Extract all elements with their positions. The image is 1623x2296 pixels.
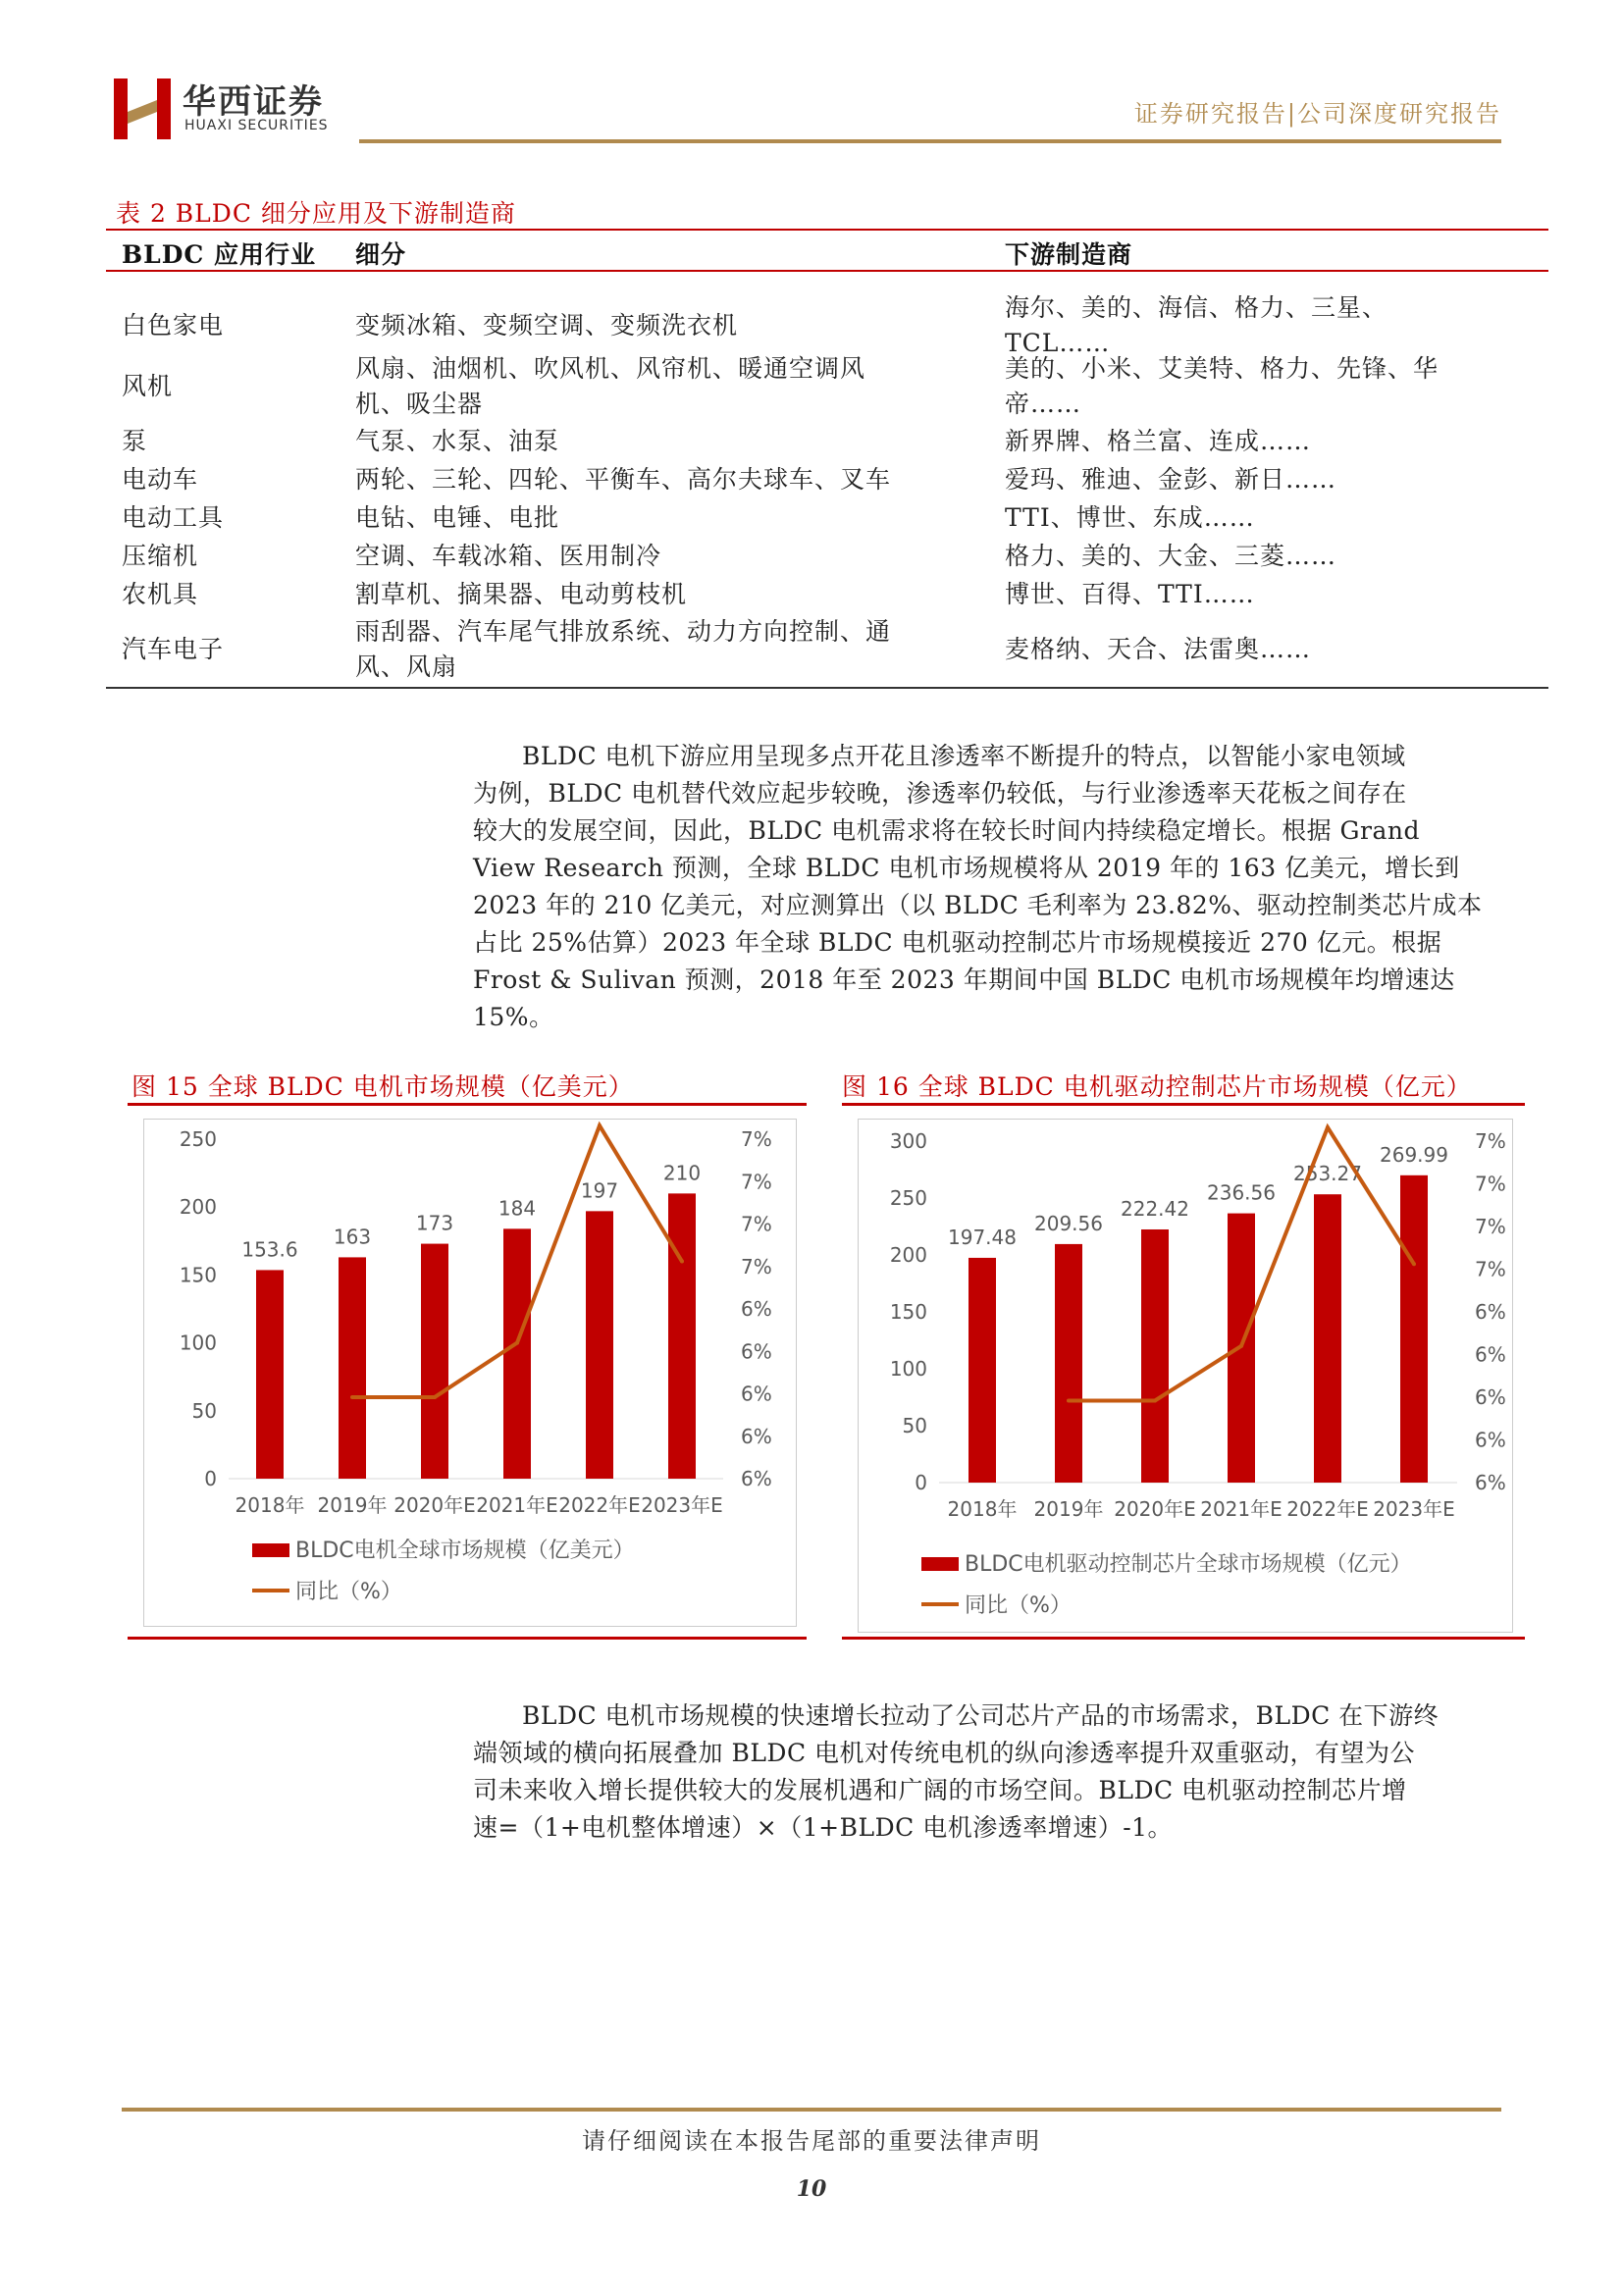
y2-tick-label: 6% bbox=[741, 1467, 772, 1490]
bar bbox=[503, 1228, 531, 1479]
y2-tick-label: 6% bbox=[741, 1297, 772, 1321]
y-tick-label: 200 bbox=[179, 1195, 217, 1220]
figure-16-rule bbox=[842, 1103, 1525, 1106]
paragraph-line: 为例，BLDC 电机替代效应起步较晚，渗透率仍较低，与行业渗透率天花板之间存在 bbox=[473, 779, 1407, 808]
y2-tick-label: 7% bbox=[1475, 1172, 1506, 1196]
paragraph-line: 端领域的横向拓展叠加 BLDC 电机对传统电机的纵向渗透率提升双重驱动，有望为公 bbox=[473, 1739, 1416, 1767]
y2-tick-label: 7% bbox=[741, 1212, 772, 1236]
y2-tick-label: 7% bbox=[1475, 1215, 1506, 1238]
x-tick-label: 2018年 bbox=[947, 1497, 1018, 1521]
table-cell-segment-line: 电钻、电锤、电批 bbox=[355, 503, 560, 532]
table-cell-segment bbox=[355, 462, 891, 497]
bar-data-label: 173 bbox=[415, 1211, 454, 1235]
line-point bbox=[1326, 1125, 1330, 1129]
y2-tick-label: 6% bbox=[1475, 1300, 1506, 1324]
table-cell-makers-line: 爱玛、雅迪、金彭、新日…… bbox=[1005, 465, 1337, 494]
table-cell-industry: 泵 bbox=[122, 427, 148, 455]
y-tick-label: 0 bbox=[915, 1471, 927, 1494]
table-cell-industry: 压缩机 bbox=[122, 542, 199, 570]
line-point bbox=[515, 1341, 519, 1345]
brand-name-en: HUAXI SECURITIES bbox=[184, 118, 329, 133]
table-cell-industry: 电动工具 bbox=[122, 503, 225, 532]
y2-tick-label: 6% bbox=[1475, 1385, 1506, 1409]
legend-line-label: 同比（%） bbox=[965, 1593, 1072, 1618]
table-cell-industry: 农机具 bbox=[122, 580, 199, 608]
y-tick-label: 150 bbox=[889, 1300, 927, 1324]
table-cell-makers-line: TCL…… bbox=[1005, 329, 1111, 357]
brand-name-cn: 华西证券 bbox=[183, 82, 324, 122]
paragraph-line: BLDC 电机下游应用呈现多点开花且渗透率不断提升的特点，以智能小家电领域 bbox=[522, 742, 1406, 770]
x-tick-label: 2019年 bbox=[317, 1493, 388, 1517]
line-point bbox=[433, 1395, 437, 1399]
table-cell-segment bbox=[355, 577, 687, 612]
bar-data-label: 236.56 bbox=[1207, 1180, 1276, 1205]
bar-data-label: 253.27 bbox=[1293, 1162, 1362, 1186]
figure-15-bottom-rule bbox=[128, 1637, 807, 1640]
paragraph-line: 15%。 bbox=[473, 1003, 554, 1031]
line-point bbox=[598, 1123, 602, 1127]
x-tick-label: 2023年E bbox=[1373, 1497, 1455, 1521]
figure-15-caption: 图 15 全球 BLDC 电机市场规模（亿美元） bbox=[131, 1072, 634, 1101]
y2-tick-label: 6% bbox=[741, 1424, 772, 1448]
table-top-rule bbox=[106, 229, 1548, 231]
table-cell-makers-line: 美的、小米、艾美特、格力、先锋、华 bbox=[1005, 354, 1440, 383]
y-tick-label: 250 bbox=[179, 1127, 217, 1151]
table-header-industry: BLDC 应用行业 bbox=[122, 240, 316, 269]
page-number: 10 bbox=[796, 2176, 827, 2202]
bar bbox=[586, 1211, 613, 1479]
x-tick-label: 2021年E bbox=[476, 1493, 558, 1517]
table-cell-makers-line: TTI、博世、东成…… bbox=[1005, 503, 1255, 532]
paragraph-line: View Research 预测，全球 BLDC 电机市场规模将从 2019 年的 163 亿美元，增长到 bbox=[473, 854, 1460, 882]
line-point bbox=[1239, 1344, 1243, 1348]
table-header-makers: 下游制造商 bbox=[1005, 240, 1133, 269]
paragraph-line: 2023 年的 210 亿美元，对应测算出（以 BLDC 毛利率为 23.82%、驱动控制类芯片成本 bbox=[473, 891, 1483, 919]
report-type: 证券研究报告|公司深度研究报告 bbox=[1133, 100, 1501, 128]
y2-tick-label: 7% bbox=[1475, 1129, 1506, 1153]
table-cell-segment bbox=[355, 424, 559, 459]
body-paragraph-2 bbox=[473, 1697, 1533, 1847]
x-tick-label: 2019年 bbox=[1033, 1497, 1104, 1521]
x-tick-label: 2023年E bbox=[641, 1493, 723, 1517]
table-cell-segment-line: 机、吸尘器 bbox=[355, 390, 484, 418]
bar bbox=[1055, 1244, 1082, 1483]
table-cell-segment-line: 变频冰箱、变频空调、变频洗衣机 bbox=[355, 311, 739, 339]
table-cell-makers bbox=[1005, 351, 1439, 422]
chart-bldc-driver-chip-market bbox=[859, 1120, 1512, 1632]
table-header-rule bbox=[106, 270, 1548, 272]
legend-bar-swatch bbox=[921, 1557, 959, 1571]
line-point bbox=[1067, 1398, 1071, 1402]
bar bbox=[256, 1270, 284, 1479]
table-cell-segment-line: 风扇、油烟机、吹风机、风帘机、暖通空调风 bbox=[355, 354, 866, 383]
x-tick-label: 2020年E bbox=[393, 1493, 476, 1517]
huaxi-logo-icon bbox=[114, 78, 171, 139]
y-tick-label: 100 bbox=[889, 1357, 927, 1381]
bar bbox=[339, 1257, 366, 1479]
y-tick-label: 250 bbox=[889, 1186, 927, 1210]
y-tick-label: 50 bbox=[191, 1398, 217, 1423]
table-cell-industry: 风机 bbox=[122, 372, 174, 400]
table-cell-segment-line: 雨刮器、汽车尾气排放系统、动力方向控制、通 bbox=[355, 617, 892, 646]
bar-data-label: 197 bbox=[580, 1178, 619, 1203]
table-cell-segment bbox=[355, 614, 891, 685]
y2-tick-label: 6% bbox=[1475, 1428, 1506, 1452]
paragraph-line: BLDC 电机市场规模的快速增长拉动了公司芯片产品的市场需求，BLDC 在下游终 bbox=[522, 1701, 1440, 1730]
bar-data-label: 222.42 bbox=[1121, 1196, 1189, 1221]
bar-data-label: 197.48 bbox=[948, 1225, 1017, 1249]
paragraph-line: 速=（1+电机整体增速）×（1+BLDC 电机渗透率增速）-1。 bbox=[473, 1813, 1174, 1842]
table-cell-makers bbox=[1005, 500, 1255, 536]
bar bbox=[668, 1193, 696, 1479]
table-cell-segment-line: 气泵、水泵、油泵 bbox=[355, 427, 560, 455]
table-cell-makers bbox=[1005, 577, 1255, 612]
legend-bar-label: BLDC电机全球市场规模（亿美元） bbox=[295, 1539, 635, 1563]
table-cell-makers-line: 海尔、美的、海信、格力、三星、 bbox=[1005, 293, 1388, 322]
y2-tick-label: 6% bbox=[741, 1382, 772, 1406]
y2-tick-label: 7% bbox=[741, 1127, 772, 1151]
y2-tick-label: 7% bbox=[741, 1170, 772, 1194]
line-point bbox=[1153, 1398, 1157, 1402]
y-tick-label: 300 bbox=[889, 1129, 927, 1153]
table-cell-industry: 白色家电 bbox=[122, 311, 225, 339]
y2-tick-label: 6% bbox=[741, 1339, 772, 1364]
table-cell-segment bbox=[355, 539, 661, 574]
table-header-segment: 细分 bbox=[355, 240, 407, 269]
table-cell-makers-line: 新界牌、格兰富、连成…… bbox=[1005, 427, 1312, 455]
table-cell-segment-line: 割草机、摘果器、电动剪枝机 bbox=[355, 580, 688, 608]
y2-tick-label: 6% bbox=[1475, 1342, 1506, 1367]
y-tick-label: 50 bbox=[902, 1414, 927, 1437]
x-tick-label: 2020年E bbox=[1114, 1497, 1196, 1521]
table-cell-makers-line: 博世、百得、TTI…… bbox=[1005, 580, 1255, 608]
y2-tick-label: 6% bbox=[1475, 1471, 1506, 1494]
y-tick-label: 0 bbox=[204, 1467, 217, 1490]
figure-15-rule bbox=[128, 1103, 807, 1106]
table-cell-makers bbox=[1005, 632, 1311, 667]
paragraph-line: Frost & Sulivan 预测，2018 年至 2023 年期间中国 BLDC 电机市场规模年均增速达 bbox=[473, 965, 1455, 994]
bar-data-label: 210 bbox=[662, 1161, 702, 1185]
table-cell-segment-line: 空调、车载冰箱、医用制冷 bbox=[355, 542, 662, 570]
bar bbox=[1400, 1175, 1428, 1483]
header-rule bbox=[359, 139, 1501, 143]
table-bottom-rule bbox=[106, 687, 1548, 689]
table-cell-makers-line: 帝…… bbox=[1005, 390, 1082, 418]
paragraph-line: 较大的发展空间，因此，BLDC 电机需求将在较长时间内持续稳定增长。根据 Grand bbox=[473, 816, 1420, 845]
x-tick-label: 2018年 bbox=[235, 1493, 305, 1517]
figure-15-frame bbox=[143, 1119, 797, 1627]
legend-bar-swatch bbox=[252, 1543, 289, 1557]
table-cell-segment-line: 风、风扇 bbox=[355, 652, 458, 681]
x-tick-label: 2021年E bbox=[1200, 1497, 1283, 1521]
line-point bbox=[350, 1395, 354, 1399]
table-cell-segment bbox=[355, 500, 559, 536]
table-caption: 表 2 BLDC 细分应用及下游制造商 bbox=[116, 199, 516, 228]
bar-data-label: 209.56 bbox=[1034, 1211, 1103, 1235]
table-cell-segment bbox=[355, 351, 865, 422]
table-cell-makers-line: 麦格纳、天合、法雷奥…… bbox=[1005, 635, 1312, 663]
table-cell-makers bbox=[1005, 462, 1336, 497]
chart-bldc-motor-market bbox=[144, 1120, 796, 1626]
bar-data-label: 184 bbox=[497, 1196, 537, 1221]
figure-16-bottom-rule bbox=[842, 1637, 1525, 1640]
x-tick-label: 2022年E bbox=[558, 1493, 641, 1517]
y2-tick-label: 7% bbox=[741, 1254, 772, 1278]
paragraph-line: 占比 25%估算）2023 年全球 BLDC 电机驱动控制芯片市场规模接近 270 亿元。根据 bbox=[473, 928, 1442, 957]
table-cell-industry: 汽车电子 bbox=[122, 635, 225, 663]
footer-rule bbox=[122, 2108, 1501, 2112]
table-cell-makers bbox=[1005, 539, 1336, 574]
bar bbox=[969, 1258, 996, 1483]
line-point bbox=[1412, 1262, 1416, 1266]
table-cell-industry: 电动车 bbox=[122, 465, 199, 494]
legend-bar-label: BLDC电机驱动控制芯片全球市场规模（亿元） bbox=[965, 1552, 1412, 1577]
legend-line-label: 同比（%） bbox=[295, 1580, 402, 1604]
y2-tick-label: 7% bbox=[1475, 1257, 1506, 1281]
figure-16-caption: 图 16 全球 BLDC 电机驱动控制芯片市场规模（亿元） bbox=[842, 1072, 1472, 1101]
bar bbox=[1141, 1229, 1169, 1483]
figure-16-frame bbox=[858, 1119, 1513, 1633]
bar bbox=[1314, 1194, 1341, 1483]
table-cell-makers-line: 格力、美的、大金、三菱…… bbox=[1005, 542, 1337, 570]
y-tick-label: 100 bbox=[179, 1331, 217, 1355]
legal-notice: 请仔细阅读在本报告尾部的重要法律声明 bbox=[582, 2127, 1041, 2155]
x-tick-label: 2022年E bbox=[1286, 1497, 1369, 1521]
line-point bbox=[680, 1260, 684, 1264]
body-paragraph-1 bbox=[473, 738, 1533, 1036]
bar-data-label: 163 bbox=[333, 1225, 372, 1249]
bar-data-label: 153.6 bbox=[241, 1237, 298, 1262]
paragraph-line: 司未来收入增长提供较大的发展机遇和广阔的市场空间。BLDC 电机驱动控制芯片增 bbox=[473, 1776, 1407, 1804]
bar-data-label: 269.99 bbox=[1380, 1142, 1448, 1167]
y-tick-label: 150 bbox=[179, 1263, 217, 1287]
bar bbox=[421, 1244, 448, 1479]
table-cell-makers bbox=[1005, 424, 1311, 459]
table-cell-segment bbox=[355, 308, 738, 343]
table-cell-segment-line: 两轮、三轮、四轮、平衡车、高尔夫球车、叉车 bbox=[355, 465, 892, 494]
y-tick-label: 200 bbox=[889, 1243, 927, 1267]
